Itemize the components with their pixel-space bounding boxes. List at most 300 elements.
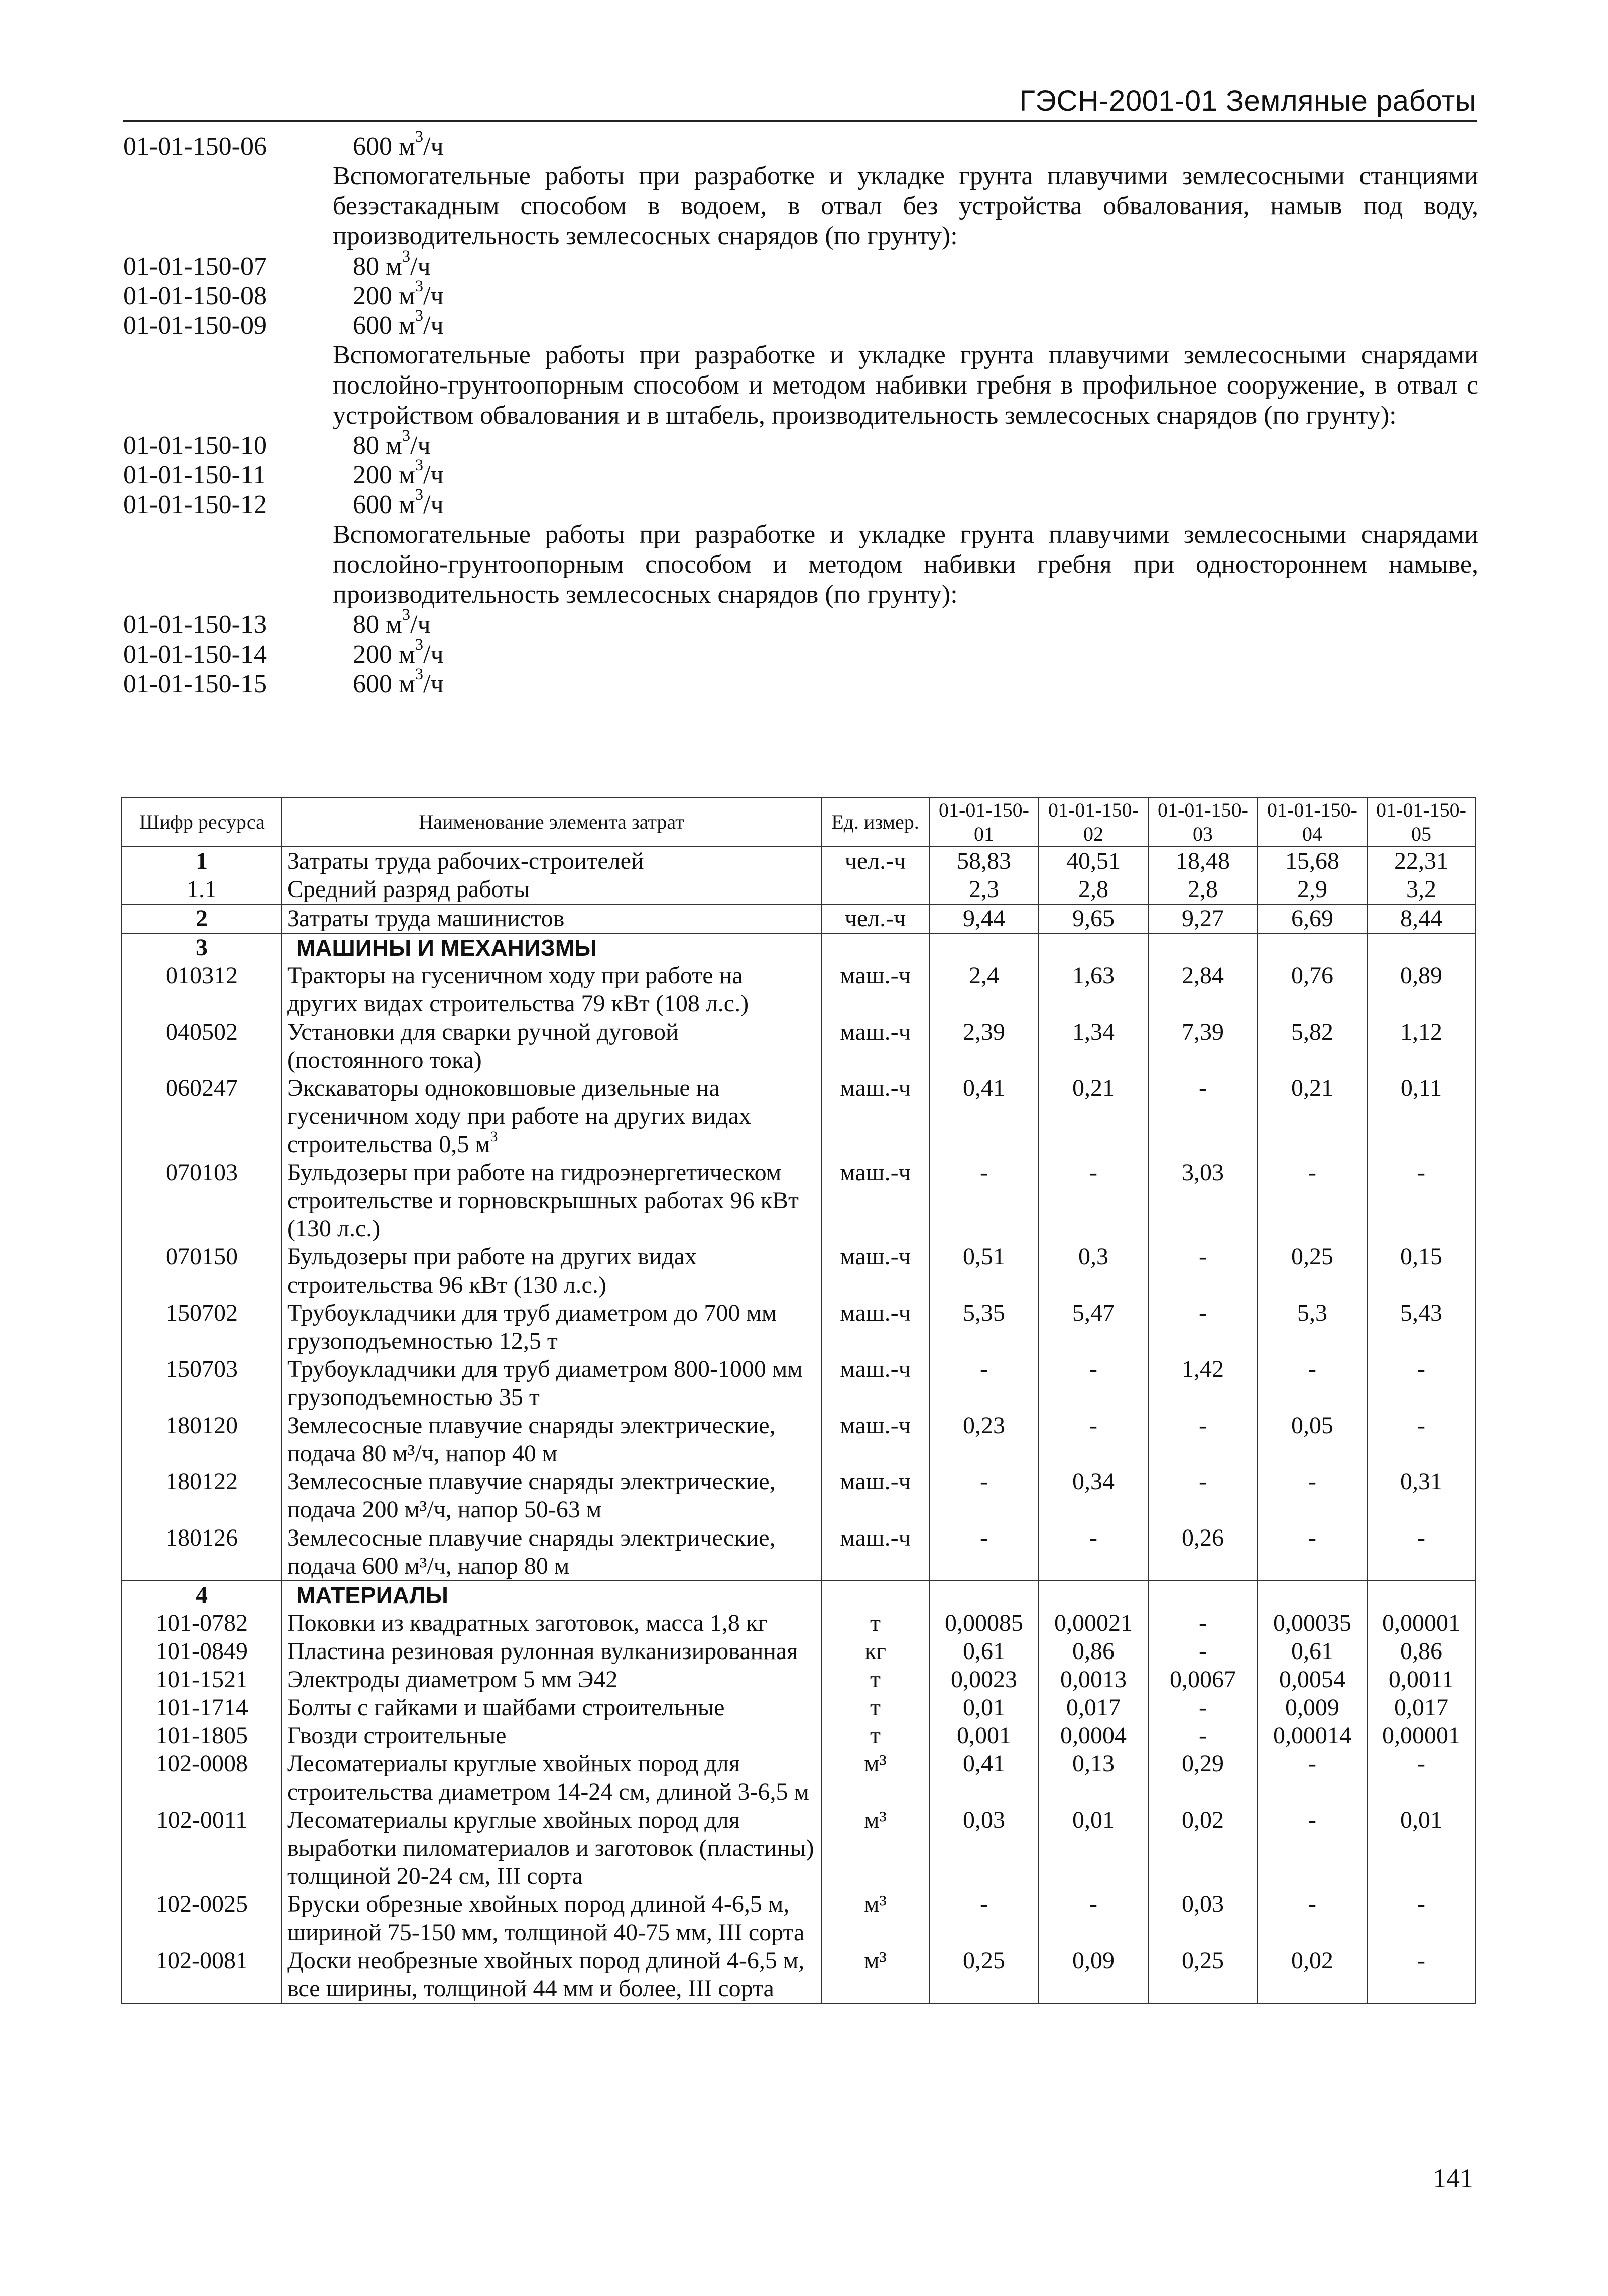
cell-resource-code: 102-0081 [122, 1947, 282, 2003]
norm-rate-exponent: 3 [415, 635, 424, 654]
norm-code: 01-01-150-15 [123, 670, 267, 698]
norm-rate-unit: /ч [423, 640, 444, 669]
cell-resource-code: 1.1 [122, 875, 282, 904]
cell-cost-element [282, 1468, 821, 1524]
cell-norm-value: 9,65 [1039, 904, 1148, 933]
cell-norm-value: 3,03 [1148, 1159, 1258, 1243]
norm-rate-unit: /ч [410, 252, 431, 281]
cell-unit: маш.-ч [821, 1299, 929, 1355]
cost-element-text: Бульдозеры при работе на других видах строительства 96 кВт (130 л.с.) [287, 1243, 697, 1298]
cell-resource-code: 180126 [122, 1524, 282, 1581]
cell-norm-value: 0,0011 [1367, 1666, 1475, 1694]
cell-cost-element [282, 1637, 821, 1666]
norm-code: 01-01-150-09 [123, 311, 267, 340]
cell-resource-code: 2 [122, 904, 282, 933]
cell-norm-value: 0,31 [1367, 1468, 1475, 1524]
cell-norm-value: 0,009 [1258, 1694, 1367, 1722]
cell-norm-value: 2,9 [1258, 875, 1367, 904]
cell-norm-value: 5,43 [1367, 1299, 1475, 1355]
table-row [122, 1299, 1475, 1355]
cost-element-text: Гвозди строительные [287, 1722, 507, 1749]
norm-rate-unit: /ч [423, 311, 444, 340]
table-row [122, 1074, 1475, 1159]
cell-norm-value: - [1148, 1468, 1258, 1524]
cell-norm-value [1039, 1581, 1148, 1609]
norm-code: 01-01-150-07 [123, 252, 267, 281]
cell-resource-code: 1 [122, 847, 282, 875]
norm-line [123, 306, 1478, 340]
cell-norm-value: 0,15 [1367, 1243, 1475, 1299]
norm-rate [333, 665, 444, 699]
cell-norm-value: 0,0023 [929, 1666, 1039, 1694]
cell-cost-element [282, 847, 821, 875]
cell-cost-element [282, 1609, 821, 1637]
cell-norm-value: 2,84 [1148, 962, 1258, 1018]
cost-element-text: Электроды диаметром 5 мм Э42 [287, 1666, 618, 1693]
cell-resource-code: 070103 [122, 1159, 282, 1243]
norm-line [123, 605, 1478, 640]
header-norm-04: 01-01-150-04 [1258, 798, 1367, 847]
cell-cost-element [282, 1243, 821, 1299]
norm-code: 01-01-150-13 [123, 610, 267, 639]
norm-rate-value: 80 м [353, 431, 402, 460]
cell-norm-value: 0,21 [1039, 1074, 1148, 1159]
cell-norm-value: 0,02 [1148, 1806, 1258, 1890]
cell-norm-value: - [1367, 1750, 1475, 1806]
cell-norm-value: - [1039, 1524, 1148, 1581]
cell-norm-value: 15,68 [1258, 847, 1367, 875]
cell-cost-element [282, 1890, 821, 1947]
cell-unit: маш.-ч [821, 962, 929, 1018]
cell-norm-value: - [1258, 1806, 1367, 1890]
cell-resource-code: 101-0782 [122, 1609, 282, 1637]
cell-cost-element [282, 1581, 821, 1609]
cell-norm-value: 7,39 [1148, 1018, 1258, 1074]
cell-norm-value: 0,00021 [1039, 1609, 1148, 1637]
cost-element-text: Трубоукладчики для труб диаметром 800-1000 мм грузоподъемностью 35 т [287, 1356, 803, 1411]
cell-norm-value: 0,01 [1039, 1806, 1148, 1890]
cell-norm-value [1258, 1581, 1367, 1609]
cell-norm-value: 0,25 [929, 1947, 1039, 2003]
cell-unit: м³ [821, 1890, 929, 1947]
cost-element-text: Средний разряд работы [287, 876, 530, 903]
norm-rate-unit: /ч [423, 490, 444, 519]
header-unit: Ед. измер. [821, 798, 929, 847]
norm-rate-value: 200 м [353, 282, 415, 310]
norm-rate [333, 635, 444, 669]
cell-norm-value: 0,09 [1039, 1947, 1148, 2003]
cell-cost-element [282, 1806, 821, 1890]
cell-cost-element [282, 1355, 821, 1412]
cell-cost-element [282, 1947, 821, 2003]
table-header-row [122, 798, 1475, 847]
cell-norm-value: - [1367, 1947, 1475, 2003]
cell-unit [821, 1581, 929, 1609]
cell-resource-code: 150702 [122, 1299, 282, 1355]
cell-norm-value [1367, 933, 1475, 962]
table-row [122, 1637, 1475, 1666]
norm-rate-unit: /ч [423, 670, 444, 698]
norm-rate-unit: /ч [423, 461, 444, 489]
norm-rate-value: 600 м [353, 311, 415, 340]
cell-norm-value: 0,61 [1258, 1637, 1367, 1666]
cell-cost-element [282, 1299, 821, 1355]
cell-resource-code: 150703 [122, 1355, 282, 1412]
cell-cost-element [282, 933, 821, 962]
norm-rate-value: 200 м [353, 461, 415, 489]
cell-unit: т [821, 1609, 929, 1637]
cell-norm-value: 0,01 [929, 1694, 1039, 1722]
cell-norm-value: 0,51 [929, 1243, 1039, 1299]
cell-norm-value: 58,83 [929, 847, 1039, 875]
norm-rate-unit: /ч [410, 610, 431, 639]
cell-norm-value: 1,34 [1039, 1018, 1148, 1074]
cell-norm-value: 0,13 [1039, 1750, 1148, 1806]
norm-list [123, 127, 1478, 699]
norm-line [123, 665, 1478, 699]
cell-resource-code: 010312 [122, 962, 282, 1018]
cell-norm-value: 0,21 [1258, 1074, 1367, 1159]
table-row [122, 1694, 1475, 1722]
cell-norm-value: - [1039, 1355, 1148, 1412]
cell-cost-element [282, 1722, 821, 1750]
cell-unit: м³ [821, 1806, 929, 1890]
cell-norm-value: 3,2 [1367, 875, 1475, 904]
norm-rate-exponent: 3 [415, 456, 424, 474]
cell-resource-code: 101-0849 [122, 1637, 282, 1666]
cell-norm-value: 2,8 [1148, 875, 1258, 904]
table-row [122, 847, 1475, 875]
cell-norm-value: - [929, 1890, 1039, 1947]
cell-norm-value: - [1367, 1412, 1475, 1468]
cost-element-text: Землесосные плавучие снаряды электрические, подача 200 м³/ч, напор 50-63 м [287, 1468, 776, 1523]
cell-norm-value: 0,03 [1148, 1890, 1258, 1947]
norm-line [123, 426, 1478, 460]
cell-norm-value: - [1148, 1299, 1258, 1355]
cost-element-text: Затраты труда машинистов [287, 905, 565, 932]
cell-norm-value: 18,48 [1148, 847, 1258, 875]
cell-unit: чел.-ч [821, 847, 929, 875]
cell-norm-value: 6,69 [1258, 904, 1367, 933]
cost-element-text: Доски необрезные хвойных пород длиной 4-6,5 м, все ширины, толщиной 44 мм и более, III сорта [287, 1947, 805, 2002]
cost-element-text: МАШИНЫ И МЕХАНИЗМЫ [296, 935, 597, 961]
cell-norm-value: 8,44 [1367, 904, 1475, 933]
cell-cost-element [282, 1694, 821, 1722]
cell-norm-value: 0,26 [1148, 1524, 1258, 1581]
norm-code: 01-01-150-10 [123, 431, 267, 460]
cell-unit [821, 875, 929, 904]
cell-unit: т [821, 1722, 929, 1750]
cell-norm-value: - [1148, 1074, 1258, 1159]
cell-norm-value: 0,01 [1367, 1806, 1475, 1890]
cell-norm-value: 0,00014 [1258, 1722, 1367, 1750]
cell-unit: маш.-ч [821, 1074, 929, 1159]
cell-cost-element [282, 1524, 821, 1581]
cell-norm-value: - [1367, 1159, 1475, 1243]
norm-line [123, 247, 1478, 281]
cell-norm-value: 9,27 [1148, 904, 1258, 933]
cell-unit: маш.-ч [821, 1159, 929, 1243]
cell-norm-value: 5,3 [1258, 1299, 1367, 1355]
cell-norm-value: - [1148, 1694, 1258, 1722]
cell-resource-code: 040502 [122, 1018, 282, 1074]
norm-line [123, 485, 1478, 520]
norm-line [123, 127, 1478, 161]
cell-resource-code: 060247 [122, 1074, 282, 1159]
norm-rate [333, 485, 444, 520]
cost-element-text: Пластина резиновая рулонная вулканизированная [287, 1638, 798, 1665]
cell-resource-code: 102-0008 [122, 1750, 282, 1806]
cell-norm-value: 0,41 [929, 1074, 1039, 1159]
cell-norm-value: - [1148, 1412, 1258, 1468]
norm-rate [333, 456, 444, 490]
table-row [122, 1355, 1475, 1412]
cell-norm-value: 0,3 [1039, 1243, 1148, 1299]
cost-element-text: Тракторы на гусеничном ходу при работе на других видах строительства 79 кВт (108 л.с.) [287, 962, 749, 1017]
cell-norm-value: - [929, 1524, 1039, 1581]
cell-norm-value: 2,3 [929, 875, 1039, 904]
norm-rate-exponent: 3 [402, 426, 411, 445]
cell-resource-code: 101-1714 [122, 1694, 282, 1722]
table-row [122, 1243, 1475, 1299]
cell-norm-value: - [1039, 1412, 1148, 1468]
cell-norm-value: 0,25 [1148, 1947, 1258, 2003]
table-row [122, 1890, 1475, 1947]
norm-code: 01-01-150-12 [123, 490, 267, 519]
cost-element-text: Затраты труда рабочих-строителей [287, 848, 644, 874]
norm-line [123, 277, 1478, 311]
cell-resource-code: 4 [122, 1581, 282, 1609]
cell-cost-element [282, 962, 821, 1018]
cost-element-text: Землесосные плавучие снаряды электрические, подача 600 м³/ч, напор 80 м [287, 1524, 776, 1579]
cell-norm-value: - [1039, 1890, 1148, 1947]
table-section-row [122, 933, 1475, 962]
cell-norm-value: 0,41 [929, 1750, 1039, 1806]
table-row [122, 1750, 1475, 1806]
cell-norm-value: 2,8 [1039, 875, 1148, 904]
norm-rate-value: 600 м [353, 490, 415, 519]
cell-norm-value: - [1148, 1637, 1258, 1666]
cell-norm-value: - [929, 1468, 1039, 1524]
resource-table-wrapper [121, 797, 1476, 2004]
cell-cost-element [282, 875, 821, 904]
norm-rate-value: 200 м [353, 640, 415, 669]
cost-element-text: Установки для сварки ручной дуговой (постоянного тока) [287, 1018, 679, 1073]
norm-code: 01-01-150-06 [123, 132, 267, 161]
cell-norm-value: 0,00085 [929, 1609, 1039, 1637]
table-row [122, 1018, 1475, 1074]
cell-norm-value: 5,47 [1039, 1299, 1148, 1355]
cell-resource-code: 180120 [122, 1412, 282, 1468]
table-row [122, 1806, 1475, 1890]
cell-norm-value: - [1367, 1355, 1475, 1412]
table-row [122, 1947, 1475, 2003]
cell-resource-code: 101-1805 [122, 1722, 282, 1750]
cell-norm-value: 2,39 [929, 1018, 1039, 1074]
header-cost-element: Наименование элемента затрат [282, 798, 821, 847]
cell-norm-value: 0,0054 [1258, 1666, 1367, 1694]
norm-rate-exponent: 3 [402, 247, 411, 266]
cell-norm-value: - [929, 1159, 1039, 1243]
table-row [122, 1412, 1475, 1468]
table-body [122, 847, 1475, 2003]
norm-rate-unit: /ч [410, 431, 431, 460]
cell-norm-value: 0,76 [1258, 962, 1367, 1018]
cell-norm-value [1367, 1581, 1475, 1609]
header-norm-05: 01-01-150-05 [1367, 798, 1475, 847]
cost-element-text: Поковки из квадратных заготовок, масса 1,8 кг [287, 1610, 768, 1636]
table-row [122, 1722, 1475, 1750]
table-row [122, 962, 1475, 1018]
cell-norm-value: 0,34 [1039, 1468, 1148, 1524]
table-row [122, 1609, 1475, 1637]
cell-resource-code: 3 [122, 933, 282, 962]
cell-norm-value: 0,86 [1039, 1637, 1148, 1666]
norm-rate-unit: /ч [423, 282, 444, 310]
cell-resource-code: 101-1521 [122, 1666, 282, 1694]
cell-unit [821, 933, 929, 962]
header-norm-01: 01-01-150-01 [929, 798, 1039, 847]
cell-norm-value: - [1258, 1355, 1367, 1412]
cell-unit: т [821, 1694, 929, 1722]
cost-element-text: Экскаваторы одноковшовые дизельные на гусеничном ходу при работе на других видах строительства 0,5 м [287, 1075, 751, 1158]
table-row [122, 1666, 1475, 1694]
table-row [122, 875, 1475, 904]
norm-code: 01-01-150-08 [123, 282, 267, 310]
cell-norm-value: 0,00001 [1367, 1609, 1475, 1637]
table-row [122, 1159, 1475, 1243]
cell-norm-value: 0,017 [1039, 1694, 1148, 1722]
norm-rate [333, 127, 444, 161]
table-section-row [122, 1581, 1475, 1609]
cost-element-text: Болты с гайками и шайбами строительные [287, 1694, 725, 1721]
resource-table [121, 797, 1476, 2004]
cell-unit: м³ [821, 1947, 929, 2003]
norm-rate-exponent: 3 [415, 277, 424, 295]
cell-resource-code: 070150 [122, 1243, 282, 1299]
cell-unit: маш.-ч [821, 1412, 929, 1468]
norm-rate-exponent: 3 [415, 127, 424, 146]
cell-resource-code: 102-0011 [122, 1806, 282, 1890]
cell-unit: маш.-ч [821, 1468, 929, 1524]
cell-norm-value: 0,86 [1367, 1637, 1475, 1666]
cell-norm-value: - [1148, 1609, 1258, 1637]
cell-norm-value: 0,0067 [1148, 1666, 1258, 1694]
cell-norm-value: - [1039, 1159, 1148, 1243]
cell-norm-value: 22,31 [1367, 847, 1475, 875]
cell-norm-value: 0,0013 [1039, 1666, 1148, 1694]
norm-group-description: Вспомогательные работы при разработке и укладке грунта плавучими землесосными снарядами послойно-грунтоопорным способом и методом набивки гребня в профильное сооружение, в отвал с устройством обвалования и в штабель, производительность землесосных снарядов (по грунту): [333, 341, 1478, 430]
cell-norm-value: 9,44 [929, 904, 1039, 933]
cell-norm-value: 2,4 [929, 962, 1039, 1018]
cost-element-text: Лесоматериалы круглые хвойных пород для строительства диаметром 14-24 см, длиной 3-6,5 м [287, 1750, 809, 1805]
cell-norm-value: - [1258, 1159, 1367, 1243]
cell-norm-value: - [1258, 1750, 1367, 1806]
cell-norm-value [1148, 1581, 1258, 1609]
cell-unit: маш.-ч [821, 1243, 929, 1299]
norm-rate-exponent: 3 [415, 665, 424, 683]
cell-norm-value: 0,001 [929, 1722, 1039, 1750]
cost-element-text: Лесоматериалы круглые хвойных пород для выработки пиломатериалов и заготовок (пластины) толщиной 20-24 см, III сорта [287, 1807, 814, 1889]
table-row [122, 1468, 1475, 1524]
norm-line [123, 635, 1478, 669]
cell-norm-value: 5,35 [929, 1299, 1039, 1355]
cell-cost-element [282, 1412, 821, 1468]
cell-norm-value [1258, 933, 1367, 962]
cell-resource-code: 180122 [122, 1468, 282, 1524]
table-row [122, 1524, 1475, 1581]
cell-unit: кг [821, 1637, 929, 1666]
norm-rate [333, 277, 444, 311]
cell-norm-value: 1,42 [1148, 1355, 1258, 1412]
cell-cost-element [282, 1159, 821, 1243]
cell-norm-value: 0,03 [929, 1806, 1039, 1890]
cell-unit: маш.-ч [821, 1355, 929, 1412]
cell-norm-value: - [1258, 1468, 1367, 1524]
cell-norm-value [929, 933, 1039, 962]
cell-cost-element [282, 904, 821, 933]
cell-norm-value: 5,82 [1258, 1018, 1367, 1074]
norm-rate [333, 306, 444, 340]
cell-norm-value: 0,0004 [1039, 1722, 1148, 1750]
cost-element-text: Бульдозеры при работе на гидроэнергетическом строительстве и горновскрышных работах 96 кВт (130 л.с.) [287, 1159, 799, 1242]
cell-unit: м³ [821, 1750, 929, 1806]
cell-unit: маш.-ч [821, 1524, 929, 1581]
cell-norm-value: 0,02 [1258, 1947, 1367, 2003]
cell-norm-value: 0,00001 [1367, 1722, 1475, 1750]
norm-group-description: Вспомогательные работы при разработке и укладке грунта плавучими землесосными снарядами послойно-грунтоопорным способом и методом набивки гребня при одностороннем намыве, производительность землесосных снарядов (по грунту): [333, 520, 1478, 609]
norm-group-description: Вспомогательные работы при разработке и укладке грунта плавучими землесосными станциями безэстакадным способом в водоем, в отвал без устройства обвалования, намыв под воду, производительность землесосных снарядов (по грунту): [333, 162, 1478, 250]
cell-norm-value: 0,05 [1258, 1412, 1367, 1468]
norm-rate-exponent: 3 [402, 605, 411, 624]
norm-rate-value: 80 м [353, 610, 402, 639]
cell-norm-value: - [1367, 1524, 1475, 1581]
cell-cost-element [282, 1074, 821, 1159]
norm-rate-value: 600 м [353, 132, 415, 161]
norm-rate-value: 80 м [353, 252, 402, 281]
cell-norm-value: 0,00035 [1258, 1609, 1367, 1637]
cell-norm-value: - [1367, 1890, 1475, 1947]
cell-norm-value: 0,61 [929, 1637, 1039, 1666]
page-number: 141 [1433, 2163, 1473, 2193]
cell-unit: маш.-ч [821, 1018, 929, 1074]
cell-norm-value: 0,017 [1367, 1694, 1475, 1722]
cell-norm-value [929, 1581, 1039, 1609]
cell-norm-value: 0,23 [929, 1412, 1039, 1468]
header-norm-03: 01-01-150-03 [1148, 798, 1258, 847]
norm-rate-exponent: 3 [415, 485, 424, 504]
header-resource-code: Шифр ресурса [122, 798, 282, 847]
cell-unit: чел.-ч [821, 904, 929, 933]
running-header-title: ГЭСН-2001-01 Земляные работы [1019, 85, 1476, 117]
norm-line [123, 456, 1478, 490]
cell-cost-element [282, 1666, 821, 1694]
cell-norm-value: - [1148, 1243, 1258, 1299]
cell-norm-value: 0,25 [1258, 1243, 1367, 1299]
cell-norm-value: - [1258, 1524, 1367, 1581]
cost-element-text: Землесосные плавучие снаряды электрические, подача 80 м³/ч, напор 40 м [287, 1412, 776, 1467]
cell-norm-value: 40,51 [1039, 847, 1148, 875]
cost-element-exponent: 3 [490, 1128, 498, 1145]
header-rule [123, 120, 1477, 122]
cell-norm-value: - [929, 1355, 1039, 1412]
cell-cost-element [282, 1750, 821, 1806]
cell-cost-element [282, 1018, 821, 1074]
norm-code: 01-01-150-14 [123, 640, 267, 669]
cell-resource-code: 102-0025 [122, 1890, 282, 1947]
cell-unit: т [821, 1666, 929, 1694]
cell-norm-value: 1,12 [1367, 1018, 1475, 1074]
